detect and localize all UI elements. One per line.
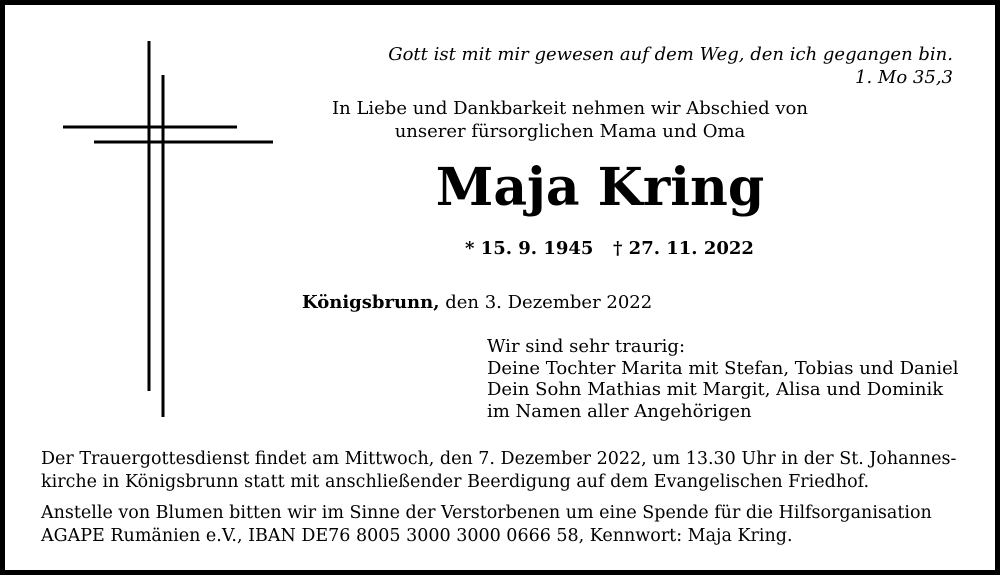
mourners-heading: Wir sind sehr traurig: — [487, 336, 686, 357]
service-line-2: kirche in Königsbrunn statt mit anschließender Beerdigung auf dem Evangelischen Friedhof. — [41, 472, 870, 492]
funeral-service-info — [41, 448, 971, 494]
verse-text: Gott ist mit mir gewesen auf dem Weg, den ich gegangen bin. — [388, 44, 953, 65]
mourners-son: Dein Sohn Mathias mit Margit, Alisa und Dominik — [487, 379, 944, 400]
birth-date: * 15. 9. 1945 — [465, 238, 594, 259]
intro-line-2: unserer fürsorglichen Mama und Oma — [394, 121, 746, 142]
deceased-name: Maja Kring — [435, 157, 765, 218]
donation-request — [41, 502, 971, 548]
donation-line-2: AGAPE Rumänien e.V., IBAN DE76 8005 3000 3000 0666 58, Kennwort: Maja Kring. — [41, 526, 793, 546]
service-line-1: Der Trauergottesdienst findet am Mittwoch, den 7. Dezember 2022, um 13.30 Uhr in der St. Johannes- — [41, 449, 957, 469]
donation-line-1: Anstelle von Blumen bitten wir im Sinne der Verstorbenen um eine Spende für die Hilfsorganisation — [41, 503, 932, 523]
bible-verse — [388, 43, 953, 89]
farewell-intro — [300, 97, 840, 143]
double-cross-icon — [5, 5, 305, 435]
intro-line-1: In Liebe und Dankbarkeit nehmen wir Abschied von — [332, 98, 808, 119]
place-town: Königsbrunn, — [302, 292, 440, 313]
notice-date: den 3. Dezember 2022 — [439, 292, 653, 313]
death-date: † 27. 11. 2022 — [613, 238, 754, 259]
mourners-list — [487, 336, 959, 422]
mourners-relatives: im Namen aller Angehörigen — [487, 400, 752, 422]
verse-reference: 1. Mo 35,3 — [855, 67, 953, 88]
mourners-daughter: Deine Tochter Marita mit Stefan, Tobias und Daniel — [487, 357, 959, 379]
place-and-date — [302, 291, 652, 314]
